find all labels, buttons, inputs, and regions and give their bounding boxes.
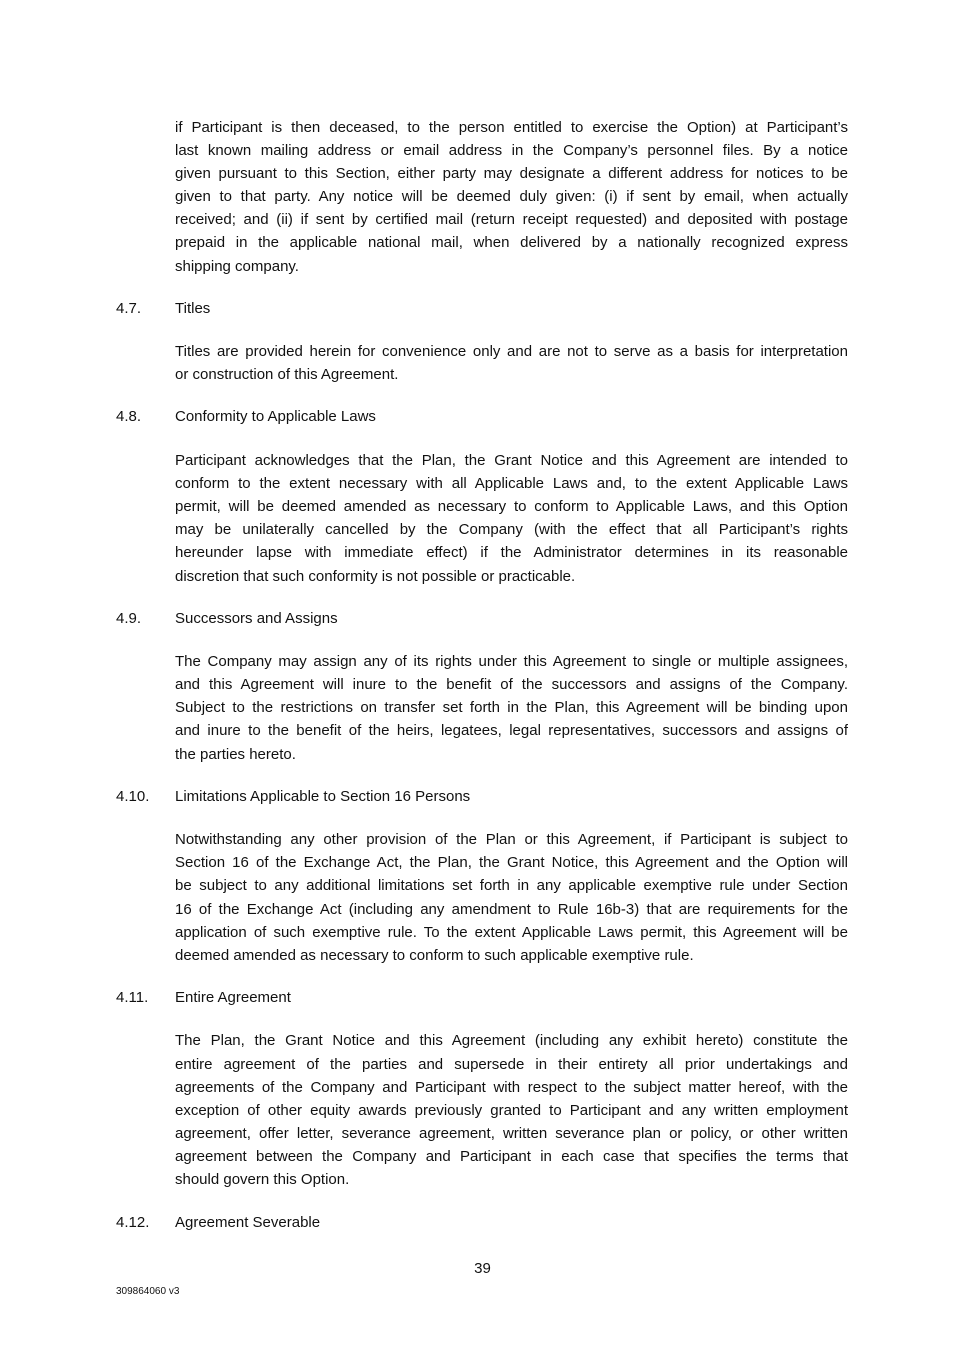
section-title: Titles: [175, 299, 211, 317]
section-number: 4.10.: [116, 787, 150, 805]
paragraph-line: deemed amended as necessary to conform to such applicable exemptive rule.: [175, 946, 694, 964]
paragraph-line: given pursuant to this Section, either party may designate a different address for notices to be: [175, 164, 848, 182]
paragraph-line: conform to the extent necessary with all Applicable Laws and, to the extent Applicable Laws: [175, 474, 848, 492]
paragraph-line: The Company may assign any of its rights under this Agreement to single or multiple assignees,: [175, 652, 848, 670]
paragraph-line: may be unilaterally cancelled by the Company (with the effect that all Participant’s rights: [175, 521, 848, 539]
paragraph-line: agreement, offer letter, severance agreement, written severance plan or policy, or other written: [175, 1125, 848, 1143]
paragraph-line: hereunder lapse with immediate effect) if the Administrator determines in its reasonable: [175, 544, 848, 562]
section-heading: [0, 405, 965, 428]
section-paragraph: [175, 1029, 848, 1191]
section-paragraph: [175, 650, 848, 766]
paragraph-line: agreements of the Company and Participant with respect to the subject matter hereof, with the: [175, 1078, 848, 1096]
paragraph-line: entire agreement of the parties and supersede in their entirety all prior undertakings and: [175, 1055, 848, 1073]
section-title: Conformity to Applicable Laws: [175, 408, 376, 426]
section-paragraph: [175, 340, 848, 386]
paragraph-line: application of such exemptive rule. To the extent Applicable Laws permit, this Agreement will be: [175, 923, 848, 941]
section-title: Entire Agreement: [175, 989, 291, 1007]
paragraph-line: Notwithstanding any other provision of the Plan or this Agreement, if Participant is subject to: [175, 831, 848, 848]
paragraph-line: The Plan, the Grant Notice and this Agreement (including any exhibit hereto) constitute the: [175, 1032, 848, 1050]
paragraph-line: if Participant is then deceased, to the person entitled to exercise the Option) at Participant’s: [175, 118, 848, 136]
page-number: 39: [474, 1260, 491, 1277]
paragraph-line: Titles are provided herein for convenience only and are not to serve as a basis for interpretation: [175, 343, 848, 360]
paragraph-line: and this Agreement will inure to the benefit of the successors and assigns of the Company.: [175, 676, 848, 694]
paragraph-line: should govern this Option.: [175, 1171, 350, 1189]
section-paragraph: [175, 116, 848, 278]
section-heading: [0, 607, 965, 630]
section-heading: [0, 785, 965, 808]
paragraph-line: given to that party. Any notice will be deemed duly given: (i) if sent by email, when actually: [175, 188, 848, 206]
section-heading: [0, 297, 965, 320]
paragraph-line: and inure to the benefit of the heirs, legatees, legal representatives, successors and assigns of: [175, 722, 848, 740]
section-title: Successors and Assigns: [175, 609, 338, 627]
section-number: 4.9.: [116, 609, 142, 627]
paragraph-line: 16 of the Exchange Act (including any amendment to Rule 16b-3) that are requirements for the: [175, 900, 848, 918]
paragraph-line: Section 16 of the Exchange Act, the Plan, the Grant Notice, this Agreement and the Option will: [175, 854, 848, 872]
section-paragraph: [175, 449, 848, 588]
section-number: 4.11.: [116, 989, 149, 1007]
paragraph-line: agreement between the Company and Participant in each case that specifies the terms that: [175, 1148, 848, 1166]
paragraph-line: or construction of this Agreement.: [175, 366, 399, 384]
document-body: [0, 116, 965, 1254]
paragraph-line: shipping company.: [175, 257, 299, 275]
section-heading: [0, 986, 965, 1009]
paragraph-line: last known mailing address or email address in the Company’s personnel files. By a notice: [175, 141, 848, 159]
paragraph-line: be subject to any additional limitations set forth in any applicable exemptive rule under Section: [175, 877, 848, 895]
section-title: Agreement Severable: [175, 1213, 321, 1231]
paragraph-line: exception of other equity awards previously granted to Participant and any written employment: [175, 1101, 848, 1119]
section-heading: [0, 1211, 965, 1234]
paragraph-line: Participant acknowledges that the Plan, the Grant Notice and this Agreement are intended to: [175, 451, 848, 469]
section-paragraph: [175, 828, 848, 967]
section-number: 4.8.: [116, 408, 142, 426]
paragraph-line: permit, will be deemed amended as necessary to conform to Applicable Laws, and this Option: [175, 497, 848, 515]
document-id: 309864060 v3: [116, 1286, 180, 1297]
section-number: 4.12.: [116, 1213, 150, 1231]
paragraph-line: discretion that such conformity is not possible or practicable.: [175, 567, 576, 585]
section-number: 4.7.: [116, 299, 142, 317]
paragraph-line: Subject to the restrictions on transfer set forth in the Plan, this Agreement will be binding upon: [175, 699, 848, 717]
paragraph-line: prepaid in the applicable national mail, when delivered by a nationally recognized express: [175, 234, 848, 252]
section-title: Limitations Applicable to Section 16 Persons: [175, 787, 471, 805]
paragraph-line: received; and (ii) if sent by certified mail (return receipt requested) and deposited with postage: [175, 211, 848, 229]
paragraph-line: the parties hereto.: [175, 745, 296, 763]
